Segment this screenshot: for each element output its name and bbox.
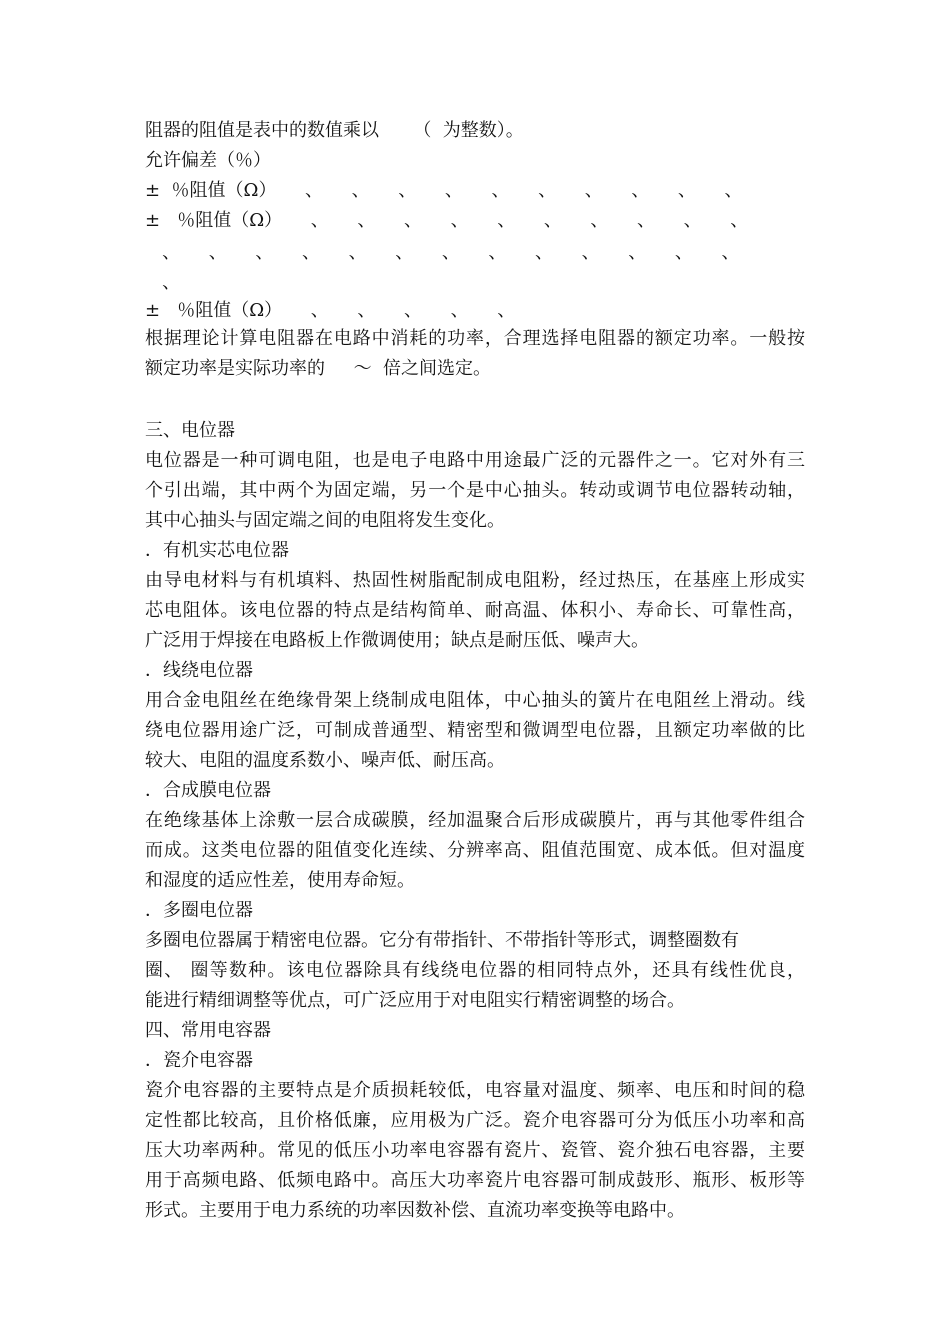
text-line: 、 、 、 、 、 、 、 、 、 、 、 、 、 — [145, 242, 740, 263]
text-line: 较大、电阻的温度系数小、噪声低、耐压高。 — [145, 750, 505, 771]
text-line: 多圈电位器属于精密电位器。它分有带指针、不带指针等形式，调整圈数有 — [145, 930, 739, 951]
section-heading: 三、电位器 — [145, 420, 235, 441]
text-line: 在绝缘基体上涂敷一层合成碳膜，经加温聚合后形成碳膜片，再与其他零件组合 — [145, 810, 805, 831]
text-line: 压大功率两种。常见的低压小功率电容器有瓷片、瓷管、瓷介独石电容器，主要 — [145, 1140, 805, 1161]
text-line: 个引出端，其中两个为固定端，另一个是中心抽头。转动或调节电位器转动轴， — [145, 480, 805, 501]
text-line: 由导电材料与有机填料、热固性树脂配制成电阻粉，经过热压，在基座上形成实 — [145, 570, 805, 591]
text-line: 用合金电阻丝在绝缘骨架上绕制成电阻体，中心抽头的簧片在电阻丝上滑动。线 — [145, 690, 805, 711]
text-line: 根据理论计算电阻器在电路中消耗的功率，合理选择电阻器的额定功率。一般按 — [145, 328, 805, 349]
text-line: 芯电阻体。该电位器的特点是结构简单、耐高温、体积小、寿命长、可靠性高， — [145, 600, 805, 621]
text-line: 绕电位器用途广泛，可制成普通型、精密型和微调型电位器，且额定功率做的比 — [145, 720, 805, 741]
text-line: 允许偏差（％） — [145, 150, 271, 171]
text-line: 、 — [145, 272, 181, 293]
text-line: 广泛用于焊接在电路板上作微调使用；缺点是耐压低、噪声大。 — [145, 630, 649, 651]
subsection-heading: ．合成膜电位器 — [145, 780, 271, 801]
text-line: 瓷介电容器的主要特点是介质损耗较低，电容量对温度、频率、电压和时间的稳 — [145, 1080, 805, 1101]
text-line: ± ％阻值（Ω） 、 、 、 、 、 — [145, 300, 516, 321]
subsection-heading: ．多圈电位器 — [145, 900, 253, 921]
section-heading: 四、常用电容器 — [145, 1020, 271, 1041]
text-line: 定性都比较高，且价格低廉，应用极为广泛。瓷介电容器可分为低压小功率和高 — [145, 1110, 805, 1131]
text-line: ± ％阻值（Ω） 、 、 、 、 、 、 、 、 、 、 — [145, 180, 743, 201]
subsection-heading: ．线绕电位器 — [145, 660, 253, 681]
text-line: 额定功率是实际功率的 ～ 倍之间选定。 — [145, 358, 492, 379]
text-line: 和湿度的适应性差，使用寿命短。 — [145, 870, 415, 891]
text-line: 用于高频电路、低频电路中。高压大功率瓷片电容器可制成鼓形、瓶形、板形等 — [145, 1170, 805, 1191]
text-line: ± ％阻值（Ω） 、 、 、 、 、 、 、 、 、 、 — [145, 210, 749, 231]
text-line: 圈、 圈等数种。该电位器除具有线绕电位器的相同特点外，还具有线性优良， — [145, 960, 805, 981]
text-line: 形式。主要用于电力系统的功率因数补偿、直流功率变换等电路中。 — [145, 1200, 685, 1221]
text-line: 电位器是一种可调电阻，也是电子电路中用途最广泛的元器件之一。它对外有三 — [145, 450, 805, 471]
subsection-heading: ．瓷介电容器 — [145, 1050, 253, 1071]
text-line: 其中心抽头与固定端之间的电阻将发生变化。 — [145, 510, 505, 531]
text-line: 而成。这类电位器的阻值变化连续、分辨率高、阻值范围宽、成本低。但对温度 — [145, 840, 805, 861]
text-line: 能进行精细调整等优点，可广泛应用于对电阻实行精密调整的场合。 — [145, 990, 685, 1011]
text-line: 阻器的阻值是表中的数值乘以 （ 为整数）。 — [145, 120, 524, 141]
subsection-heading: ．有机实芯电位器 — [145, 540, 289, 561]
